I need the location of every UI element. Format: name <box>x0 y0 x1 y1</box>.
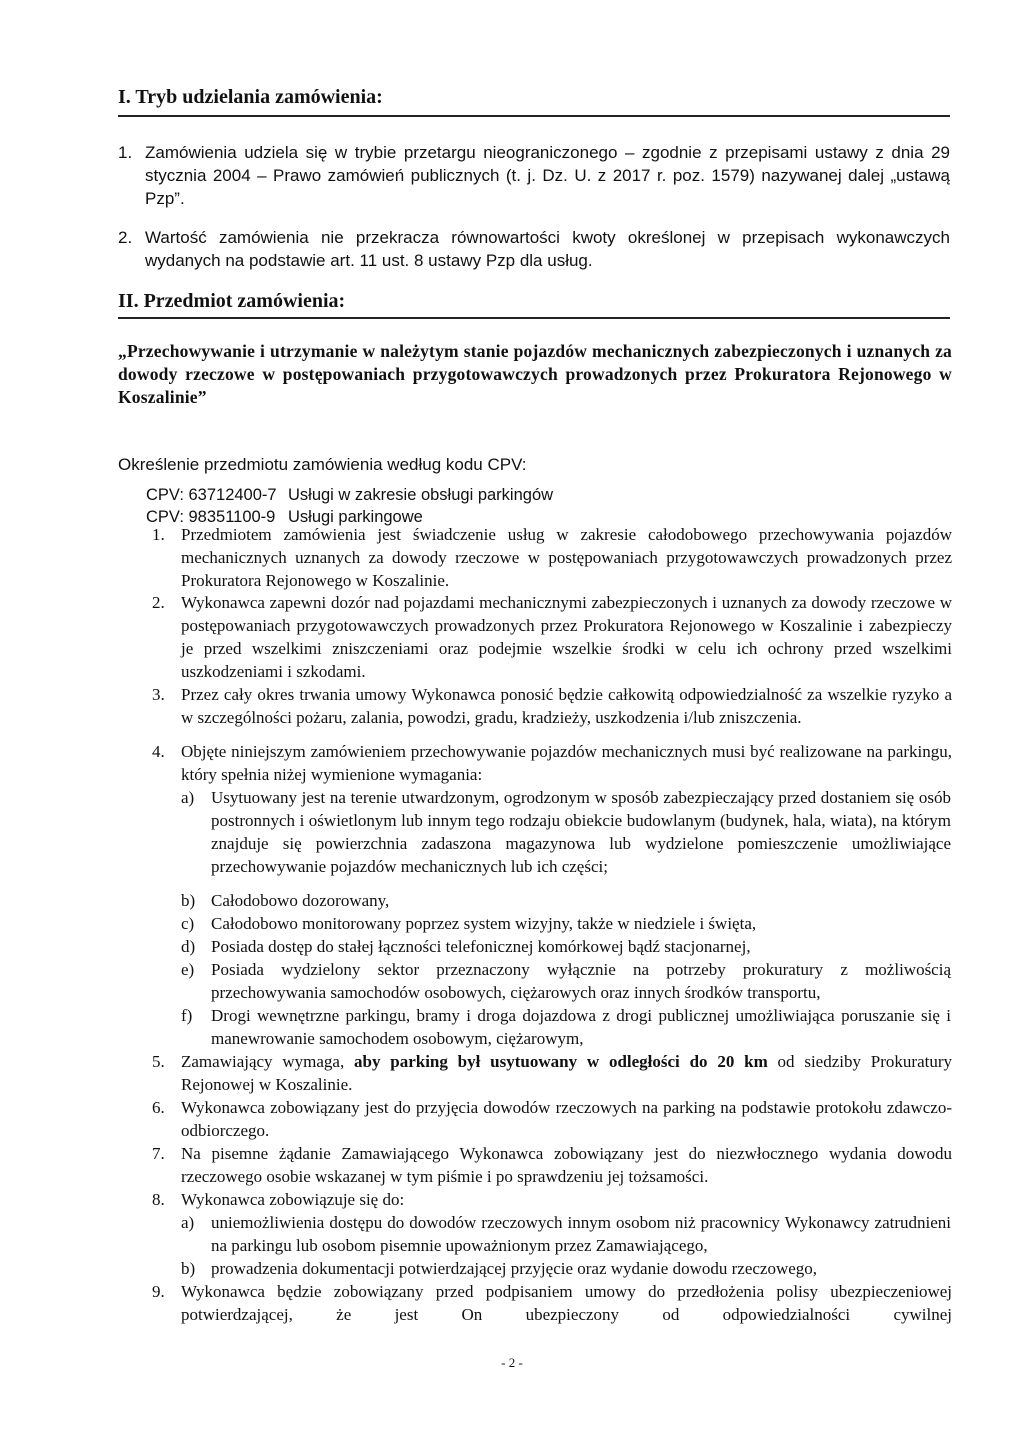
item-text: Zamówienia udziela się w trybie przetargu nieograniczonego – zgodnie z przepisami ustawy z dnia 29 stycznia 2004 – Prawo zamówień publicznych (t. j. Dz. U. z 2017 r. poz. 1579) nazywanej dalej „ustawą Pzp”. <box>145 143 950 208</box>
sub-item <box>181 1211 951 1257</box>
list-item <box>152 1280 952 1326</box>
sub-item-text: Usytuowany jest na terenie utwardzonym, ogrodzonym w sposób zabezpieczający przed dostaniem się osób postronnych i oświetlonym lub innym tego rodzaju obiekcie budowlanym (budynek, hala, wiata), na którym znajduje się powierzchnia zadaszona magazynowa lub wydzielone pomieszczenie umożliwiające przechowywanie pojazdów mechanicznych lub ich części; <box>211 788 951 876</box>
item-number: 7. <box>152 1144 165 1163</box>
item-text: Przedmiotem zamówienia jest świadczenie usług w zakresie całodobowego przechowywania pojazdów mechanicznych uznanych za dowody rzeczowe w postępowaniach przygotowawczych prowadzonych przez Prokuratora Rejonowego w Koszalinie. <box>181 525 952 590</box>
cpv-code: CPV: 63712400-7 <box>146 486 277 504</box>
item-number: 4. <box>152 742 165 761</box>
list-item <box>152 1050 952 1096</box>
sub-item-text: Posiada dostęp do stałej łączności telefonicznej komórkowej bądź stacjonarnej, <box>211 937 751 956</box>
sub-item <box>181 935 951 958</box>
list-item <box>152 740 952 786</box>
list-item <box>152 1142 952 1188</box>
item-text: Wykonawca zobowiązuje się do: <box>181 1190 405 1209</box>
order-subject: „Przechowywanie i utrzymanie w należytym stanie pojazdów mechanicznych zabezpieczonych i uznanych za dowody rzeczowe w postępowaniach przygotowawczych prowadzonych przez Prokuratora Rejonowego w Koszalinie” <box>118 341 952 407</box>
cpv-line <box>146 486 553 505</box>
sub-item-text: prowadzenia dokumentacji potwierdzającej przyjęcie oraz wydanie dowodu rzeczowego, <box>211 1259 818 1278</box>
sub-item-text: Całodobowo monitorowany poprzez system wizyjny, także w niedziele i święta, <box>211 914 757 933</box>
sub-item-label: b) <box>181 1259 196 1278</box>
list-item <box>152 591 952 683</box>
item-number: 5. <box>152 1052 165 1071</box>
item-number: 2. <box>118 228 133 247</box>
list-item <box>152 523 952 592</box>
list-item <box>118 141 950 210</box>
cpv-desc: Usługi parkingowe <box>288 508 423 526</box>
page-number: - 2 - <box>501 1355 523 1370</box>
sub-item <box>181 1257 951 1280</box>
item-number: 2. <box>152 593 165 612</box>
sub-item-label: a) <box>181 788 195 807</box>
sub-item <box>181 1004 951 1050</box>
item-text-emphasis: aby parking był usytuowany w odległości do 20 km <box>354 1052 768 1071</box>
list-item <box>152 1096 952 1142</box>
sub-item <box>181 958 951 1004</box>
item-text: Wykonawca zobowiązany jest do przyjęcia dowodów rzeczowych na parking na podstawie protokołu zdawczo-odbiorczego. <box>181 1098 952 1140</box>
sub-item-text: uniemożliwienia dostępu do dowodów rzeczowych innym osobom niż pracownicy Wykonawcy zatrudnieni na parkingu lub osobom pisemnie upoważnionym przez Zamawiającego, <box>211 1213 951 1255</box>
cpv-code: CPV: 98351100-9 <box>146 508 276 526</box>
section-heading-przedmiot: II. Przedmiot zamówienia: <box>118 290 346 312</box>
item-text: Wykonawca zapewni dozór nad pojazdami mechanicznymi zabezpieczonych i uznanych za dowody rzeczowe w postępowaniach przygotowawczych prowadzonych przez Prokuratora Rejonowego w Koszalinie i zabezpieczy je przed wszelkimi zniszczeniami oraz podejmie wszelkie środki w celu ich ochrony przed wszelkimi uszkodzeniami i szkodami. <box>181 593 952 681</box>
sub-item <box>181 912 951 935</box>
sub-item-label: a) <box>181 1213 195 1232</box>
sub-item-label: b) <box>181 891 196 910</box>
list-item <box>152 683 952 729</box>
item-text: Wartość zamówienia nie przekracza równowartości kwoty określonej w przepisach wykonawczych wydanych na podstawie art. 11 ust. 8 ustawy Pzp dla usług. <box>145 228 950 270</box>
item-number: 9. <box>152 1282 165 1301</box>
cpv-intro: Określenie przedmiotu zamówienia według kodu CPV: <box>118 455 527 474</box>
sub-item <box>181 786 951 878</box>
sub-item <box>181 889 951 912</box>
section-heading-tryb: I. Tryb udzielania zamówienia: <box>118 86 383 108</box>
item-number: 1. <box>152 525 165 544</box>
item-text-part: Zamawiający wymaga, <box>181 1052 345 1071</box>
item-text-part: od siedziby Prokuratury Rejonowej w Koszalinie. <box>181 1052 952 1094</box>
item-text: Przez cały okres trwania umowy Wykonawca ponosić będzie całkowitą odpowiedzialność za wszelkie ryzyko a w szczególności pożaru, zalania, powodzi, gradu, kradzieży, uszkodzenia i/lub zniszczenia. <box>181 685 952 727</box>
sub-item-label: e) <box>181 960 195 979</box>
item-text: Na pisemne żądanie Zamawiającego Wykonawca zobowiązany jest do niezwłocznego wydania dowodu rzeczowego osobie wskazanej w tym piśmie i po sprawdzeniu jej tożsamości. <box>181 1144 952 1186</box>
list-item <box>118 226 950 272</box>
item-text <box>181 1050 952 1096</box>
sub-item-label: c) <box>181 914 195 933</box>
sub-item-text: Całodobowo dozorowany, <box>211 891 390 910</box>
heading-underline <box>118 115 950 117</box>
sub-item-label: f) <box>181 1006 193 1025</box>
sub-item-label: d) <box>181 937 196 956</box>
cpv-desc: Usługi w zakresie obsługi parkingów <box>288 486 554 504</box>
item-number: 6. <box>152 1098 165 1117</box>
sub-item-text: Posiada wydzielony sektor przeznaczony wyłącznie na potrzeby prokuratury z możliwością przechowywania samochodów osobowych, ciężarowych oraz innych środków transportu, <box>211 960 951 1002</box>
item-text: Objęte niniejszym zamówieniem przechowywanie pojazdów mechanicznych musi być realizowane na parkingu, który spełnia niżej wymienione wymagania: <box>181 742 952 784</box>
item-number: 3. <box>152 685 165 704</box>
heading-underline <box>118 317 950 319</box>
item-number: 8. <box>152 1190 165 1209</box>
item-text: Wykonawca będzie zobowiązany przed podpisaniem umowy do przedłożenia polisy ubezpieczeniowej potwierdzającej, że jest On ubezpieczony od odpowiedzialności cywilnej <box>181 1282 952 1324</box>
sub-item-text: Drogi wewnętrzne parkingu, bramy i droga dojazdowa z drogi publicznej umożliwiająca poruszanie się i manewrowanie samochodem osobowym, ciężarowym, <box>211 1006 951 1048</box>
item-number: 1. <box>118 143 133 162</box>
list-item <box>152 1188 952 1211</box>
